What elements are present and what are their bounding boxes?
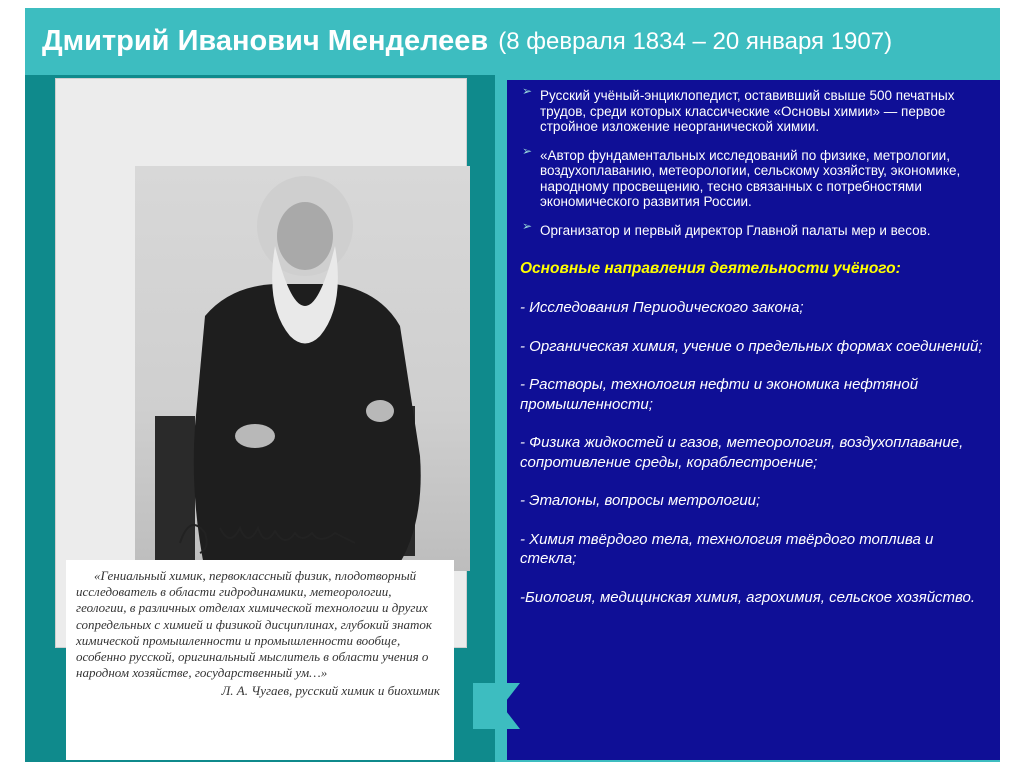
slide-title (25, 8, 1000, 75)
bullet-text: Организатор и первый директор Главной палаты мер и весов. (540, 222, 931, 238)
section-heading: Основные направления деятельности учёного: (520, 260, 901, 277)
bullet-text: Русский учёный-энциклопедист, оставивший свыше 500 печатных трудов, среди которых классические «Основы химии» — первое стройное изложение неорганической химии. (540, 88, 955, 134)
quote-author: Л. А. Чугаев, русский химик и биохимик (221, 683, 440, 699)
direction-item: -Биология, медицинская химия, агрохимия, сельское хозяйство. (520, 588, 976, 606)
bullet-item (520, 218, 992, 239)
quote-box (66, 560, 454, 760)
direction-item: - Эталоны, вопросы метрологии; (520, 492, 761, 509)
info-content (520, 84, 992, 626)
left-hand (235, 424, 275, 448)
bullet-item (520, 84, 992, 135)
bullet-arrow-icon: ➢ (522, 84, 533, 98)
direction-item: - Растворы, технология нефти и экономика нефтяной промышленности; (520, 376, 919, 413)
bullet-arrow-icon: ➢ (522, 218, 533, 233)
title-name: Дмитрий Иванович Менделеев (42, 25, 489, 57)
signature-image (170, 503, 370, 563)
direction-item: - Органическая химия, учение о предельных формах соединений; (520, 337, 983, 355)
direction-item: - Исследования Периодического закона; (520, 299, 804, 316)
right-hand (366, 400, 394, 422)
title-dates: (8 февраля 1834 – 20 января 1907) (498, 27, 893, 55)
bullet-item (520, 143, 992, 210)
signature-stroke (180, 525, 355, 553)
bullet-text: «Автор фундаментальных исследований по физике, метрологии, воздухоплаванию, метеорологии, сельскому хозяйству, экономике, народному просвещению, тесно связанных с потребностями экономического развития России. (540, 147, 961, 209)
direction-item: - Химия твёрдого тела, технология твёрдого топлива и стекла; (520, 530, 934, 567)
quote-text: «Гениальный химик, первоклассный физик, плодотворный исследователь в области гидродинамики, метеорологии, геологии, в различных отделах химической технологии и других сопредельных с химией и физикой дисциплинах, глубокий знаток химической промышленности и промышленности вообще, особенно русской, оригинальный мыслитель в области учения о народном хозяйстве, государственный ум…» (76, 568, 433, 681)
face (277, 202, 333, 270)
bullet-arrow-icon: ➢ (522, 143, 533, 158)
direction-item: - Физика жидкостей и газов, метеорология, воздухоплавание, сопротивление среды, кораблестроение; (520, 434, 964, 471)
